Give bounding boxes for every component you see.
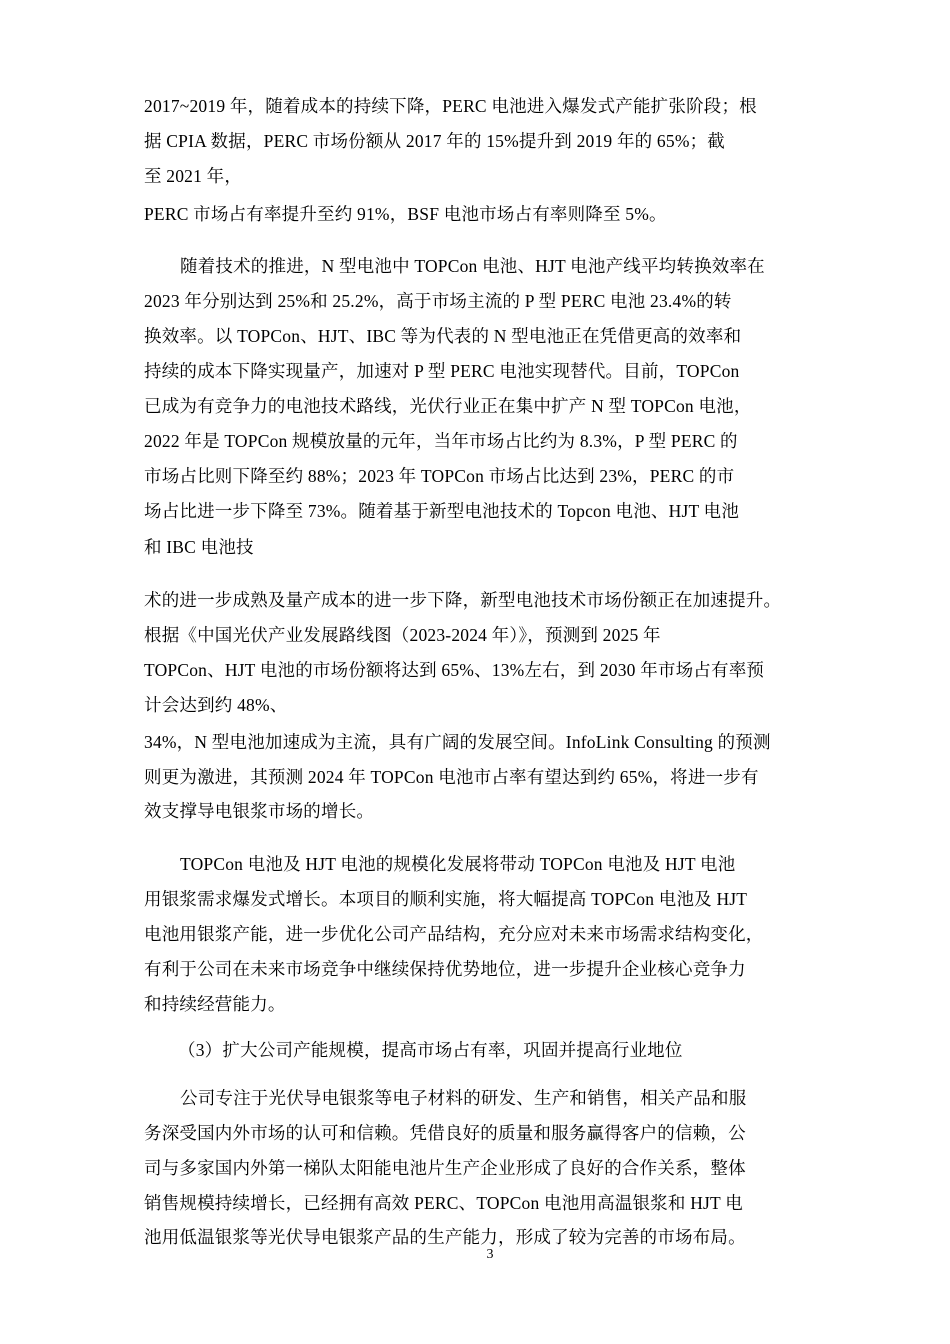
text-line: 司与多家国内外第一梯队太阳能电池片生产企业形成了良好的合作关系，整体 <box>144 1158 746 1178</box>
text-line: 销售规模持续增长，已经拥有高效 PERC、TOPCon 电池用高温银浆和 HJT 电 <box>144 1193 743 1213</box>
page-number: 3 <box>486 1247 494 1262</box>
text-line: 已成为有竞争力的电池技术路线，光伏行业正在集中扩产 N 型 TOPCon 电池， <box>144 396 752 416</box>
text-line: 计会达到约 48%、 <box>144 695 288 715</box>
text-line: 用银浆需求爆发式增长。本项目的顺利实施，将大幅提高 TOPCon 电池及 HJT <box>144 889 748 909</box>
text-line: 电池用银浆产能，进一步优化公司产品结构，充分应对未来市场需求结构变化， <box>144 924 764 944</box>
text-line: 2023 年分别达到 25%和 25.2%，高于市场主流的 P 型 PERC 电池 23.4%的转 <box>144 291 732 311</box>
text-line: 和 IBC 电池技 <box>144 537 254 557</box>
section-heading-text: （3）扩大公司产能规模，提高市场占有率，巩固并提高行业地位 <box>178 1040 683 1060</box>
text-line: 随着技术的推进，N 型电池中 TOPCon 电池、HJT 电池产线平均转换效率在 <box>180 256 765 276</box>
text-line: TOPCon 电池及 HJT 电池的规模化发展将带动 TOPCon 电池及 HJT 电池 <box>180 854 736 874</box>
text-line: 换效率。以 TOPCon、HJT、IBC 等为代表的 N 型电池正在凭借更高的效率和 <box>144 326 742 346</box>
text-line: 据 CPIA 数据，PERC 市场份额从 2017 年的 15%提升到 2019 年的 65%；截 <box>144 131 726 151</box>
text-line: 2017~2019 年，随着成本的持续下降，PERC 电池进入爆发式产能扩张阶段；根 <box>144 96 757 116</box>
text-line: 务深受国内外市场的认可和信赖。凭借良好的质量和服务赢得客户的信赖，公 <box>144 1123 746 1143</box>
text-line: PERC 市场占有率提升至约 91%，BSF 电池市场占有率则降至 5%。 <box>144 204 667 224</box>
text-line: 则更为激进，其预测 2024 年 TOPCon 电池市占率有望达到约 65%，将进一步有 <box>144 767 759 787</box>
text-line: 2022 年是 TOPCon 规模放量的元年，当年市场占比约为 8.3%，P 型 PERC 的 <box>144 431 738 451</box>
text-line: TOPCon、HJT 电池的市场份额将达到 65%、13%左右，到 2030 年市场占有率预 <box>144 660 765 680</box>
text-line: 场占比进一步下降至 73%。随着基于新型电池技术的 Topcon 电池、HJT 电池 <box>144 501 740 521</box>
text-line: 池用低温银浆等光伏导电银浆产品的生产能力，形成了较为完善的市场布局。 <box>144 1227 746 1247</box>
text-line: 市场占比则下降至约 88%；2023 年 TOPCon 市场占比达到 23%，PERC 的市 <box>144 466 735 486</box>
text-line: 持续的成本下降实现量产，加速对 P 型 PERC 电池实现替代。目前，TOPCon <box>144 361 740 381</box>
text-line: 公司专注于光伏导电银浆等电子材料的研发、生产和销售，相关产品和服 <box>180 1088 747 1108</box>
text-line: 有利于公司在未来市场竞争中继续保持优势地位，进一步提升企业核心竞争力 <box>144 959 746 979</box>
text-line: 至 2021 年， <box>144 166 243 186</box>
text-line: 效支撑导电银浆市场的增长。 <box>144 801 375 821</box>
text-line: 术的进一步成熟及量产成本的进一步下降，新型电池技术市场份额正在加速提升。 <box>144 590 782 610</box>
text-line: 和持续经营能力。 <box>144 994 286 1014</box>
text-line: 34%，N 型电池加速成为主流，具有广阔的发展空间。InfoLink Consulting 的预测 <box>144 732 771 752</box>
text-line: 根据《中国光伏产业发展路线图（2023-2024 年）》，预测到 2025 年 <box>144 625 661 645</box>
